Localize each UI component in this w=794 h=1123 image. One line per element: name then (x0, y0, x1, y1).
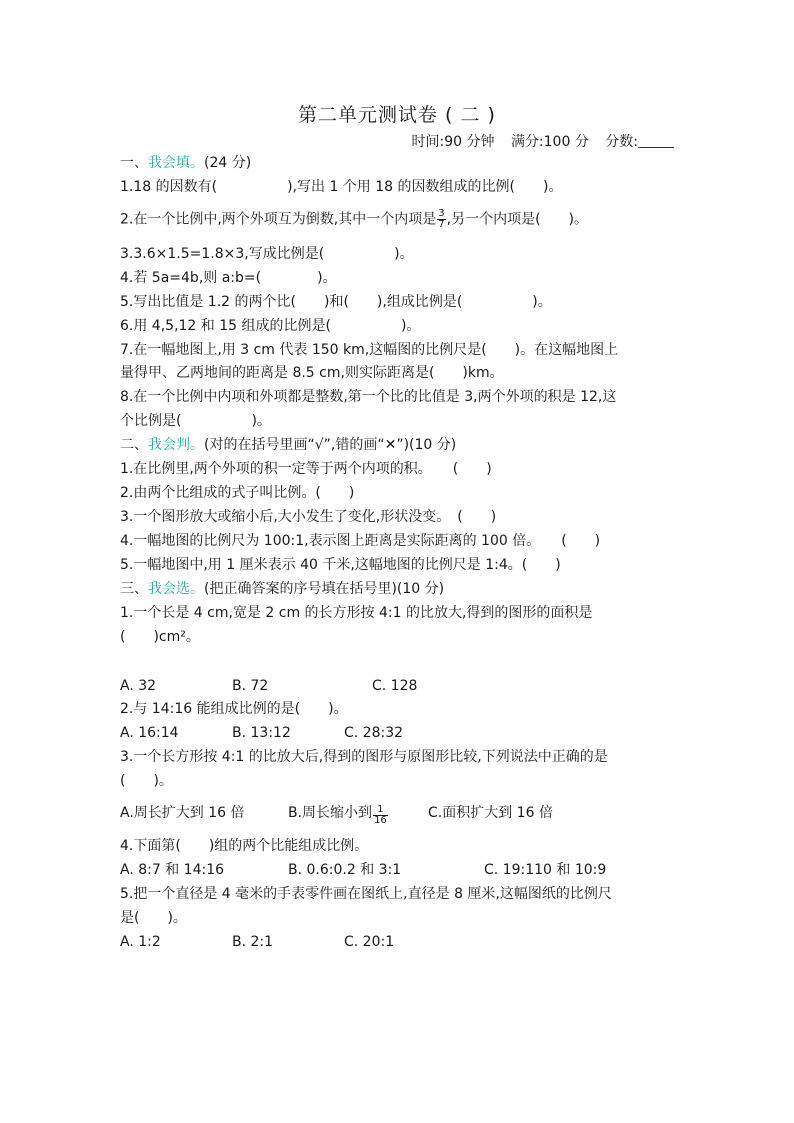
option-a[interactable]: A. 1:2 (120, 934, 161, 950)
score-label: 分数: (605, 134, 638, 150)
option-b[interactable]: B.周长缩小到 $\frac{1}{16}$ (288, 804, 387, 826)
fraction-1-16: $\frac{1}{16}$ (374, 804, 387, 826)
page-title: 第二单元测试卷 ( 二 ) (298, 104, 496, 126)
question-3-3-options (120, 802, 680, 828)
full-score-info: 满分:100 分 (510, 134, 589, 150)
question-3-3-line-1: 3.一个长方形按 4:1 的比放大后,得到的图形与原图形比较,下列说法中正确的是 (120, 749, 608, 765)
question-3-4: 4.下面第( )组的两个比能组成比例。 (120, 838, 369, 854)
question-1-6: 6.用 4,5,12 和 15 组成的比例是( )。 (120, 318, 421, 334)
question-1-7-line-1: 7.在一幅地图上,用 3 cm 代表 150 km,这幅图的比例尺是( )。在这幅地图上 (120, 342, 619, 358)
question-2-2: 2.由两个比组成的式子叫比例。( ) (120, 485, 355, 501)
section-1-name: 我会填。 (148, 155, 204, 171)
option-c[interactable]: C. 128 (372, 678, 418, 694)
question-1-5: 5.写出比值是 1.2 的两个比( )和( ),组成比例是( )。 (120, 294, 552, 310)
section-3-name: 我会选。 (148, 581, 204, 597)
question-1-4: 4.若 5a=4b,则 a:b=( )。 (120, 270, 337, 286)
question-3-2: 2.与 14:16 能组成比例的是( )。 (120, 701, 348, 717)
section-2-name: 我会判。 (148, 437, 204, 453)
option-a[interactable]: A. 32 (120, 678, 157, 694)
option-c[interactable]: C. 19:110 和 10:9 (484, 862, 607, 878)
option-b[interactable]: B. 2:1 (232, 934, 274, 950)
option-a[interactable]: A. 16:14 (120, 725, 179, 741)
question-1-3: 3.3.6×1.5=1.8×3,写成比例是( )。 (120, 246, 414, 262)
question-3-1-line-2: ( )cm²。 (120, 629, 200, 645)
question-3-3-line-2: ( )。 (120, 773, 173, 789)
section-1-heading: 一、我会填。(24 分) (120, 155, 252, 171)
question-2-3: 3.一个图形放大或缩小后,大小发生了变化,形状没变。 ( ) (120, 509, 497, 525)
score-blank[interactable] (638, 133, 674, 148)
question-1-8-line-2: 个比例是( )。 (120, 413, 271, 429)
question-2-4: 4.一幅地图的比例尺为 100:1,表示图上距离是实际距离的 100 倍。 ( ) (120, 533, 601, 549)
question-3-5-line-2: 是( )。 (120, 910, 187, 926)
section-2-heading: 二、我会判。(对的在括号里画“√”,错的画“✕”)(10 分) (120, 437, 457, 453)
question-3-5-line-1: 5.把一个直径是 4 毫米的手表零件画在图纸上,直径是 8 厘米,这幅图纸的比例尺 (120, 886, 612, 902)
exam-info (400, 131, 675, 151)
option-c[interactable]: C. 28:32 (344, 725, 404, 741)
question-2-5: 5.一幅地图中,用 1 厘米表示 40 千米,这幅地图的比例尺是 1:4。( ) (120, 557, 561, 573)
fraction-3-7: $\frac{3}{7}$ (438, 208, 445, 230)
question-1-7-line-2: 量得甲、乙两地间的距离是 8.5 cm,则实际距离是( )km。 (120, 365, 504, 381)
section-3-heading: 三、我会选。(把正确答案的序号填在括号里)(10 分) (120, 581, 445, 597)
option-a[interactable]: A. 8:7 和 14:16 (120, 862, 225, 878)
option-c[interactable]: C.面积扩大到 16 倍 (428, 805, 553, 821)
option-b[interactable]: B. 72 (232, 678, 269, 694)
option-a[interactable]: A.周长扩大到 16 倍 (120, 805, 245, 821)
option-b[interactable]: B. 13:12 (232, 725, 291, 741)
question-1-1: 1.18 的因数有( ),写出 1 个用 18 的因数组成的比例( )。 (120, 179, 563, 195)
option-c[interactable]: C. 20:1 (344, 934, 395, 950)
question-2-1: 1.在比例里,两个外项的积一定等于两个内项的积。 ( ) (120, 461, 492, 477)
time-info: 时间:90 分钟 (411, 134, 495, 150)
question-1-8-line-1: 8.在一个比例中内项和外项都是整数,第一个比的比值是 3,两个外项的积是 12,这 (120, 389, 617, 405)
option-b[interactable]: B. 0.6:0.2 和 3:1 (288, 862, 402, 878)
question-1-2: 2.在一个比例中,两个外项互为倒数,其中一个内项是 $\frac{3}{7}$ ,另一个内项是( )。 (120, 208, 589, 230)
question-3-1-line-1: 1.一个长是 4 cm,宽是 2 cm 的长方形按 4:1 的比放大,得到的图形的面积是 (120, 605, 593, 621)
